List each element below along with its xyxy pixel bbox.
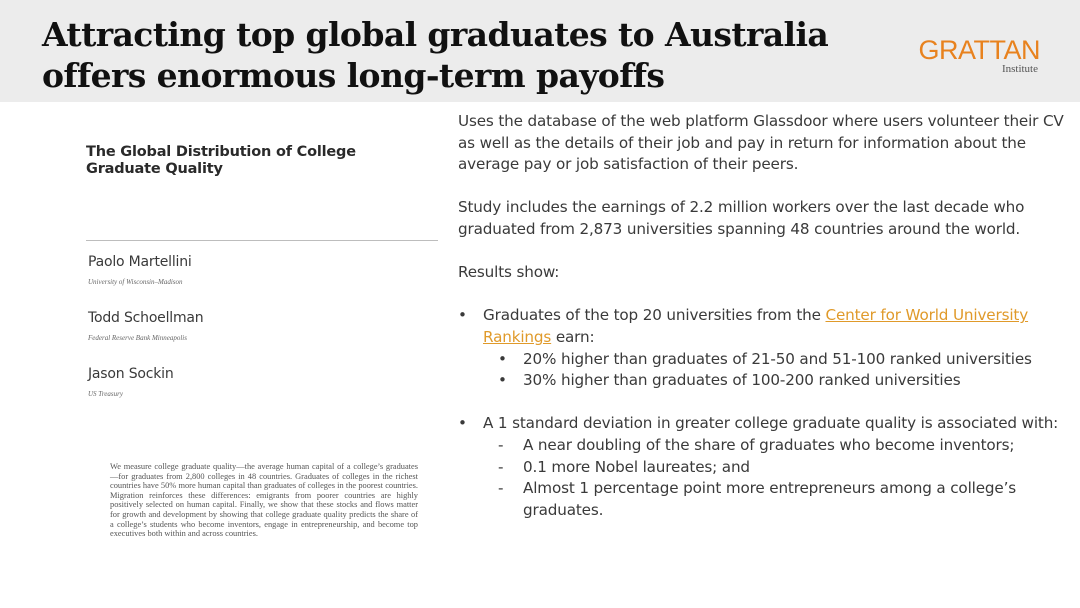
bullet-marker: • (498, 371, 507, 390)
dash-marker: - (498, 435, 504, 454)
logo-subtitle: Institute (1001, 63, 1038, 75)
author-entry (88, 310, 203, 342)
author-affiliation: Federal Reserve Bank Minneapolis (88, 334, 187, 342)
body-paragraph: Uses the database of the web platform Glassdoor where users volunteer their CV as well as the details of their job and pay in return for information about the average pay or job satisfaction of their peers. (458, 112, 1064, 174)
sub-bullet-item (458, 478, 1070, 521)
author-affiliation: US Treasury (88, 390, 123, 398)
author-name: Paolo Martellini (88, 254, 192, 270)
bullet-text: Graduates of the top 20 universities from the (483, 306, 826, 325)
sub-bullet-item (458, 370, 1070, 392)
bullet-text: A 1 standard deviation in greater college graduate quality is associated with: (483, 414, 1059, 433)
sub-bullet-text: Almost 1 percentage point more entrepreneurs among a college’s graduates. (523, 479, 1017, 519)
paper-thumbnail (86, 144, 440, 178)
author-affiliation: University of Wisconsin–Madison (88, 278, 183, 286)
sub-bullet-text: A near doubling of the share of graduates who become inventors; (523, 435, 1015, 454)
sub-bullet-item (458, 457, 1070, 479)
bullet-item (458, 305, 1070, 348)
logo-wordmark: GRATTAN (918, 35, 1040, 65)
slide-title: Attracting top global graduates to Australia offers enormous long-term payoffs (42, 15, 829, 95)
slide-header (0, 0, 1080, 102)
sub-bullet-text: 20% higher than graduates of 21-50 and 51-100 ranked universities (523, 349, 1032, 368)
grattan-logo (908, 36, 1040, 75)
author-name: Todd Schoellman (88, 310, 204, 326)
paper-divider (86, 240, 438, 241)
bullet-marker: • (458, 306, 467, 325)
bullet-text: earn: (551, 327, 595, 346)
cwur-link[interactable]: Center for World University Rankings (483, 306, 1029, 346)
bullet-marker: • (458, 414, 467, 433)
slide-body (458, 111, 1070, 521)
body-paragraph: Study includes the earnings of 2.2 million workers over the last decade who graduated from 2,873 universities spanning 48 countries around the world. (458, 198, 1025, 238)
sub-bullet-item (458, 435, 1070, 457)
paper-title: The Global Distribution of College Graduate Quality (86, 144, 356, 177)
dash-marker: - (498, 479, 504, 498)
paper-abstract: We measure college graduate quality—the average human capital of a college’s graduates—for graduates from 2,800 colleges in 48 countries. Graduates of colleges in the richest countries have 50% more human capital than graduates of colleges in the poorest countries. Migration reinforces these differences: emigrants from poorer countries are highly positively selected on human capital. Finally, we show that these stocks and flows matter for growth and development by showing that college graduate quality predicts the share of a college’s students who become inventors, engage in entrepreneurship, and become top executives both within and across countries. (110, 462, 418, 539)
dash-marker: - (498, 457, 504, 476)
author-name: Jason Sockin (88, 366, 174, 382)
sub-bullet-text: 0.1 more Nobel laureates; and (523, 457, 750, 476)
author-entry (88, 366, 174, 398)
sub-bullet-item (458, 349, 1070, 371)
bullet-item (458, 413, 1070, 435)
sub-bullet-text: 30% higher than graduates of 100-200 ranked universities (523, 371, 961, 390)
author-entry (88, 254, 192, 286)
results-intro: Results show: (458, 263, 560, 282)
bullet-marker: • (498, 349, 507, 368)
